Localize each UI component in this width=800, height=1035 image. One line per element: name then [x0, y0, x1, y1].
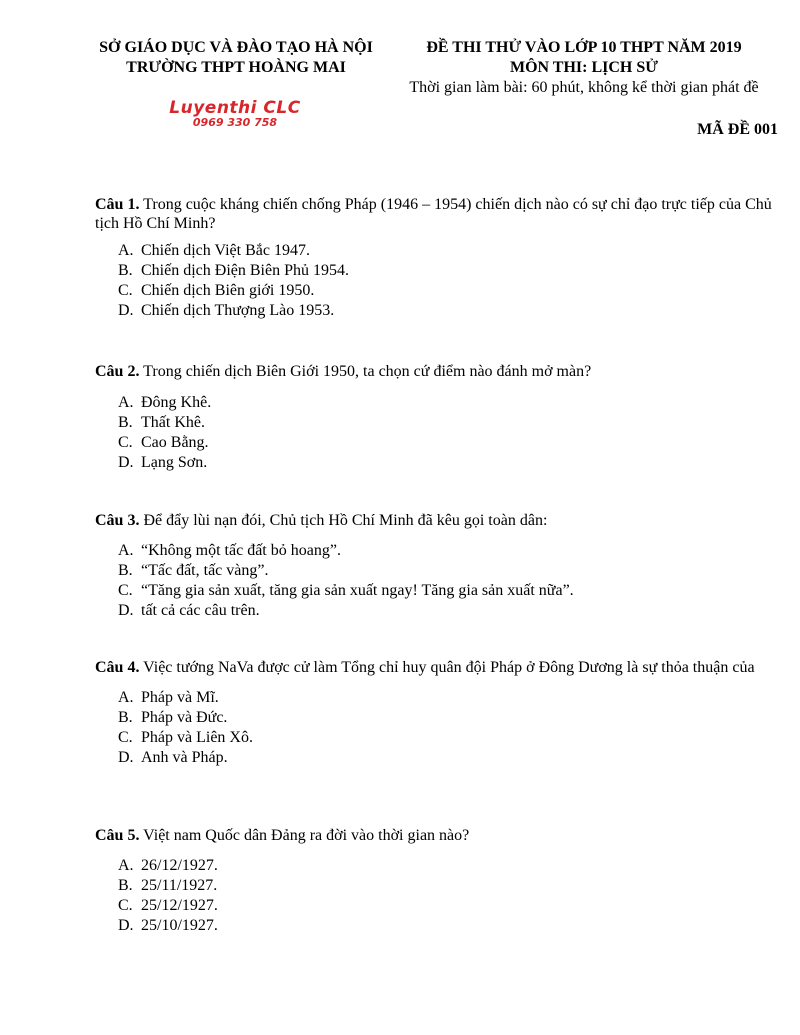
option-letter: D.	[118, 917, 134, 934]
option-text: “Tấc đất, tấc vàng”.	[141, 562, 269, 579]
option-text: Đông Khê.	[141, 394, 212, 411]
option-text: Pháp và Đức.	[141, 709, 228, 726]
answer-option-d	[118, 916, 780, 936]
question-3	[95, 511, 780, 621]
option-text: Chiến dịch Điện Biên Phủ 1954.	[141, 262, 349, 279]
answer-options	[95, 241, 780, 321]
option-letter: C.	[118, 582, 133, 599]
answer-option-c	[118, 433, 780, 453]
option-letter: A.	[118, 242, 134, 259]
brand-name: Luyenthi CLC	[169, 98, 301, 118]
option-text: Anh và Pháp.	[141, 749, 228, 766]
question-text: Trong chiến dịch Biên Giới 1950, ta chọn cứ điểm nào đánh mở màn?	[139, 363, 592, 380]
option-letter: B.	[118, 877, 133, 894]
answer-option-d	[118, 301, 780, 321]
answer-option-c	[118, 896, 780, 916]
question-number: Câu 1.	[95, 196, 140, 213]
question-5	[95, 826, 780, 936]
option-letter: A.	[118, 857, 134, 874]
option-letter: B.	[118, 709, 133, 726]
question-text: Việt nam Quốc dân Đảng ra đời vào thời gian nào?	[139, 827, 470, 844]
question-4	[95, 658, 780, 768]
answer-option-b	[118, 261, 780, 281]
option-letter: B.	[118, 262, 133, 279]
answer-options	[95, 541, 780, 621]
exam-code: MÃ ĐỀ 001	[697, 121, 778, 138]
question-stem	[95, 826, 780, 845]
question-text: Để đẩy lùi nạn đói, Chủ tịch Hồ Chí Minh đã kêu gọi toàn dân:	[139, 512, 548, 529]
question-number: Câu 5.	[95, 827, 140, 844]
option-text: Pháp và Liên Xô.	[141, 729, 253, 746]
answer-option-b	[118, 708, 780, 728]
question-2	[95, 362, 780, 473]
school-name: TRƯỜNG THPT HOÀNG MAI	[126, 59, 346, 76]
header-left	[60, 38, 412, 78]
option-letter: A.	[118, 542, 134, 559]
header-right	[384, 38, 784, 98]
question-stem	[95, 511, 780, 530]
question-text: Trong cuộc kháng chiến chống Pháp (1946 – 1954) chiến dịch nào có sự chỉ đạo trực tiếp của Chủ tịch Hồ Chí Minh?	[95, 196, 772, 232]
option-letter: B.	[118, 414, 133, 431]
answer-option-d	[118, 453, 780, 473]
answer-option-a	[118, 541, 780, 561]
brand-logo	[160, 99, 310, 129]
answer-option-a	[118, 393, 780, 413]
option-text: 25/12/1927.	[141, 897, 218, 914]
answer-option-a	[118, 241, 780, 261]
answer-option-c	[118, 728, 780, 748]
option-text: Chiến dịch Biên giới 1950.	[141, 282, 315, 299]
option-letter: A.	[118, 394, 134, 411]
question-stem	[95, 195, 780, 233]
brand-phone: 0969 330 758	[192, 116, 278, 129]
question-number: Câu 2.	[95, 363, 140, 380]
answer-option-d	[118, 601, 780, 621]
option-letter: C.	[118, 282, 133, 299]
question-stem	[95, 658, 780, 677]
question-stem	[95, 362, 780, 381]
option-text: “Không một tấc đất bỏ hoang”.	[141, 542, 341, 559]
option-text: Cao Bằng.	[141, 434, 209, 451]
option-text: Thất Khê.	[141, 414, 205, 431]
option-letter: D.	[118, 602, 134, 619]
exam-duration: Thời gian làm bài: 60 phút, không kể thời gian phát đề	[409, 79, 759, 96]
answer-option-b	[118, 876, 780, 896]
option-letter: A.	[118, 689, 134, 706]
answer-option-b	[118, 561, 780, 581]
option-text: Chiến dịch Việt Bắc 1947.	[141, 242, 310, 259]
answer-option-c	[118, 581, 780, 601]
option-text: 25/10/1927.	[141, 917, 218, 934]
question-number: Câu 4.	[95, 659, 140, 676]
option-text: tất cả các câu trên.	[141, 602, 260, 619]
answer-option-a	[118, 856, 780, 876]
option-text: Lạng Sơn.	[141, 454, 208, 471]
option-letter: D.	[118, 454, 134, 471]
question-number: Câu 3.	[95, 512, 140, 529]
answer-option-d	[118, 748, 780, 768]
answer-options	[95, 393, 780, 473]
answer-options	[95, 688, 780, 768]
option-letter: C.	[118, 729, 133, 746]
option-text: Chiến dịch Thượng Lào 1953.	[141, 302, 335, 319]
option-letter: B.	[118, 562, 133, 579]
option-letter: D.	[118, 302, 134, 319]
question-text: Việc tướng NaVa được cử làm Tổng chỉ huy quân đội Pháp ở Đông Dương là sự thỏa thuận của	[139, 659, 755, 676]
option-text: Pháp và Mĩ.	[141, 689, 219, 706]
exam-title: ĐỀ THI THỬ VÀO LỚP 10 THPT NĂM 2019	[426, 39, 742, 56]
answer-options	[95, 856, 780, 936]
option-letter: C.	[118, 897, 133, 914]
option-text: “Tăng gia sản xuất, tăng gia sản xuất ngay! Tăng gia sản xuất nữa”.	[141, 582, 574, 599]
department-name: SỞ GIÁO DỤC VÀ ĐÀO TẠO HÀ NỘI	[99, 39, 373, 56]
answer-option-c	[118, 281, 780, 301]
option-letter: D.	[118, 749, 134, 766]
answer-option-a	[118, 688, 780, 708]
answer-option-b	[118, 413, 780, 433]
option-text: 26/12/1927.	[141, 857, 218, 874]
question-1	[95, 195, 780, 321]
option-letter: C.	[118, 434, 133, 451]
option-text: 25/11/1927.	[141, 877, 218, 894]
exam-subject: MÔN THI: LỊCH SỬ	[509, 59, 658, 76]
